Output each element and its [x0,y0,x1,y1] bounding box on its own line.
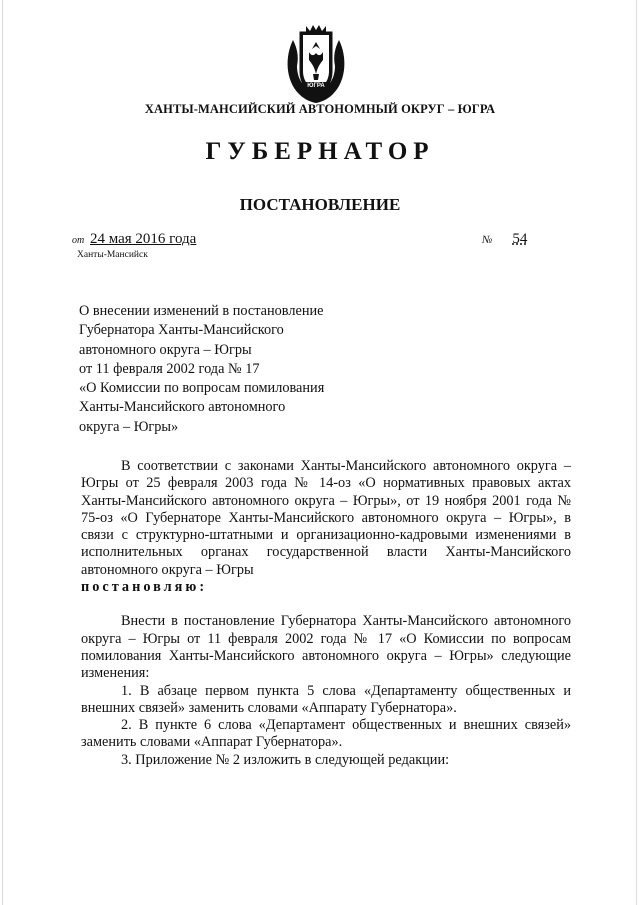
document-body [81,458,571,769]
item-3-paragraph: 3. Приложение № 2 изложить в следующей редакции: [121,751,450,768]
number-line [482,231,537,248]
scan-edge-left [2,0,3,905]
scan-edge-right [636,0,637,905]
city-name: Ханты-Мансийск [77,250,148,260]
authority-title: ГУБЕРНАТОР [205,138,435,165]
document-subject [79,302,324,437]
document-number: 54 [512,231,528,247]
subject-line: О внесении изменений в постановление [79,303,324,319]
date-prefix: от [72,235,85,246]
document-type: ПОСТАНОВЛЕНИЕ [239,195,401,214]
subject-line: «О Комиссии по вопросам помилования [79,380,325,397]
item-2-paragraph: 2. В пункте 6 слова «Департамент общественных и внешних связей» заменить словами «Аппарат Губернатора». [81,717,571,751]
number-sign: № [482,234,493,246]
subject-line: от 11 февраля 2002 года № 17 [79,360,260,377]
intro-paragraph: Внести в постановление Губернатора Ханты-Мансийского автономного округа – Югры от 11 февраля 2002 года № 17 «О Комиссии по вопросам помилования Ханты-Мансийского автономного округа – Югры» следующие изменения: [81,613,571,682]
date-line [72,231,196,248]
subject-line: автономного округа – Югры [79,341,252,358]
subject-line: округа – Югры» [79,418,179,435]
item-1-paragraph: 1. В абзаце первом пункта 5 слова «Департаменту общественных и внешних связей» заменить словами «Аппарату Губернатора». [81,682,571,716]
subject-line: Губернатора Ханты-Мансийского [79,322,284,339]
emblem-banner-text: ЮГРА [307,83,325,89]
coat-of-arms-emblem [283,22,349,106]
document-date: 24 мая 2016 года [89,231,197,247]
preamble-paragraph: В соответствии с законами Ханты-Мансийского автономного округа – Югры от 25 февраля 2003 года № 14-оз «О нормативных правовых актах Ханты-Мансийского автономного округа – Югры», от 19 ноября 2001 года № 75-оз «О Губернаторе Ханты-Мансийского автономного округа – Югры», в связи с структурно-штатными и организационно-кадровыми изменениями в исполнительных органах государственной власти Ханты-Мансийского автономного округа – Югры [81,458,571,578]
resolve-word: постановляю: [81,579,208,596]
subject-line: Ханты-Мансийского автономного [79,399,286,416]
coat-of-arms-icon [283,22,349,106]
region-name: ХАНТЫ-МАНСИЙСКИЙ АВТОНОМНЫЙ ОКРУГ – ЮГРА [144,102,496,116]
